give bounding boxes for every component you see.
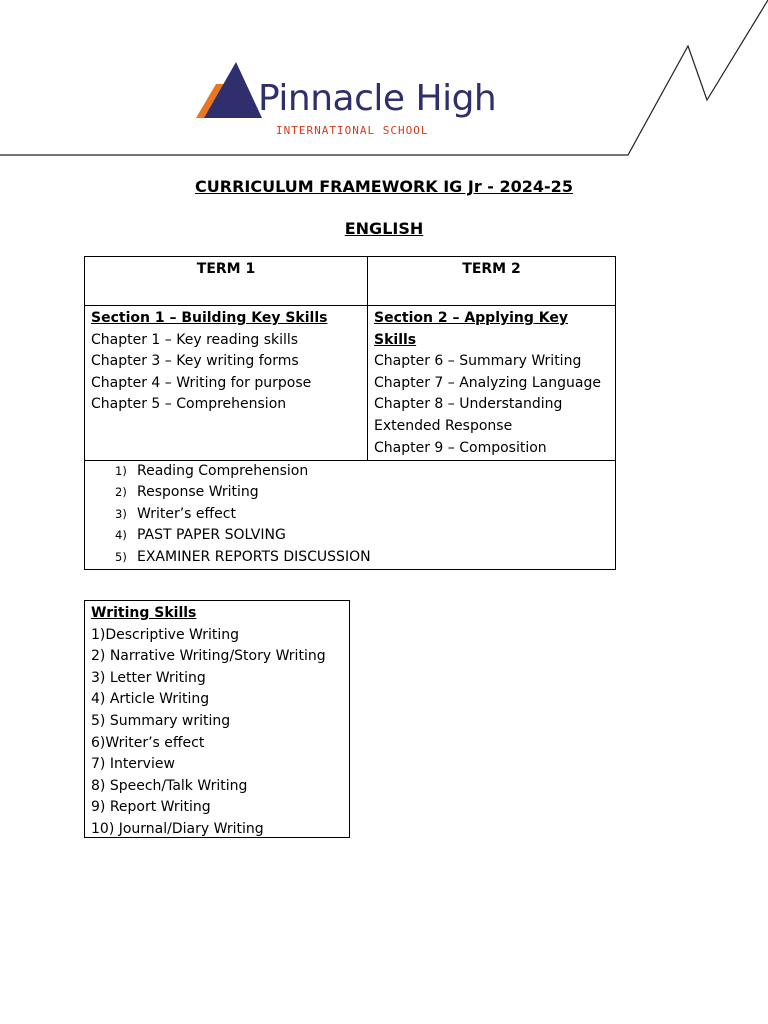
logo-subtitle: INTERNATIONAL SCHOOL	[276, 124, 429, 137]
list-item	[115, 525, 615, 546]
chapter-item: Chapter 1 – Key reading skills	[91, 331, 299, 348]
section-heading: Section 1 – Building Key Skills	[91, 310, 328, 326]
table-row	[85, 461, 616, 570]
list-number: 2)	[115, 485, 127, 500]
chapter-item: Chapter 7 – Analyzing Language	[374, 374, 601, 391]
chapter-item: Chapter 5 – Comprehension	[91, 396, 287, 413]
list-item: 4) Article Writing	[91, 691, 210, 708]
term1-chapters	[85, 306, 368, 461]
writing-skills-box	[84, 600, 350, 838]
list-number: 3)	[115, 506, 127, 521]
writing-skills-heading: Writing Skills	[91, 605, 197, 621]
list-item: 2) Narrative Writing/Story Writing	[91, 648, 326, 665]
list-item: 10) Journal/Diary Writing	[91, 820, 264, 837]
school-logo	[196, 60, 546, 140]
document-title: CURRICULUM FRAMEWORK IG Jr - 2024-25	[195, 177, 573, 196]
list-text: PAST PAPER SOLVING	[137, 527, 286, 544]
list-item	[115, 482, 615, 503]
list-number: 4)	[115, 528, 127, 543]
term2-header: TERM 2	[368, 257, 616, 306]
list-number: 5)	[115, 549, 127, 564]
list-item	[115, 504, 615, 525]
chapter-item: Chapter 8 – Understanding	[374, 396, 563, 413]
list-item: 1)Descriptive Writing	[91, 626, 240, 643]
list-number: 1)	[115, 464, 127, 478]
list-item	[115, 461, 615, 482]
list-text: Writer’s effect	[137, 505, 236, 522]
section-heading: Section 2 – Applying Key Skills	[374, 310, 569, 348]
list-item: 3) Letter Writing	[91, 669, 206, 686]
list-item: 6)Writer’s effect	[91, 734, 205, 751]
topics-cell	[85, 461, 616, 570]
chapter-item: Chapter 3 – Key writing forms	[91, 353, 299, 370]
list-item	[115, 547, 615, 568]
list-item: 9) Report Writing	[91, 799, 211, 816]
logo-triangle-icon	[196, 60, 266, 120]
chapter-item: Extended Response	[374, 417, 513, 434]
list-text: Reading Comprehension	[137, 463, 309, 479]
list-item: 5) Summary writing	[91, 712, 231, 729]
list-item: 8) Speech/Talk Writing	[91, 777, 248, 794]
chapter-item: Chapter 9 – Composition	[374, 439, 547, 456]
chapter-item: Chapter 4 – Writing for purpose	[91, 374, 312, 391]
subject-title: ENGLISH	[344, 219, 424, 238]
term1-header: TERM 1	[85, 257, 368, 306]
table-row	[85, 257, 616, 306]
chapter-item: Chapter 6 – Summary Writing	[374, 353, 582, 370]
terms-table	[84, 256, 616, 570]
list-text: Response Writing	[137, 484, 259, 501]
logo-name: Pinnacle High	[258, 78, 497, 119]
term2-chapters	[368, 306, 616, 461]
list-text: EXAMINER REPORTS DISCUSSION	[137, 548, 371, 565]
topics-list	[85, 461, 615, 568]
table-row	[85, 306, 616, 461]
list-item: 7) Interview	[91, 756, 175, 773]
